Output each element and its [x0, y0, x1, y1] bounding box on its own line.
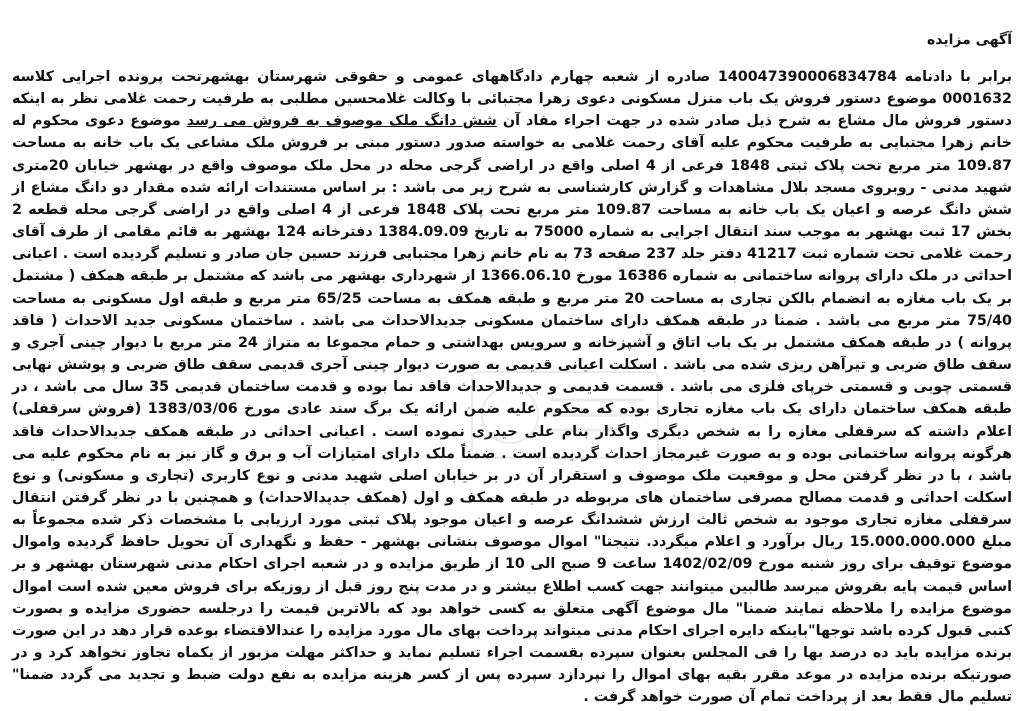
notice-body [12, 66, 1012, 709]
notice-body-part-2: موضوع دعوی محکوم له خانم زهرا مجتبایی به طرفیت محکوم علیه آقای رحمت غلامی به خواسته صدور دستور مبنی بر فروش ملک مشاعی یک باب خانه به مساحت 109.87 متر مربع تحت پلاک ثبتی 1848 فرعی از 4 اصلی واقع در اراضی گرجی محله در محل ملک موصوف واقع در بهشهر خیابان 20متری شهید مدنی - روبروی مسجد بلال مشاهدات و گزارش کارشناسی به شرح زیر می باشد : بر اساس مستندات ارائه شده مقدار دو دانگ مشاع از شش دانگ عرصه و اعیان یک باب خانه به مساحت 109.87 متر مربع تحت پلاک 1848 فرعی از 4 اصلی واقع در اراضی گرجی محله قطعه 2 بخش 17 ثبت بهشهر به موجب سند انتقال اجرایی به شماره 75000 به تاریخ 1384.09.09 دفترخانه 124 بهشهر به قائم مقامی از طرف آقای رحمت غلامی تحت شماره ثبت 41217 دفتر جلد 237 صفحه 73 به نام خانم زهرا مجتبایی فرزند حسین جان صادر و تسلیم گردیده است . اعیانی احداثی در ملک دارای پروانه ساختمانی به شماره 16386 مورخ 1366.06.10 از شهرداری بهشهر می باشد که مشتمل بر طبقه همکف ( مشتمل بر یک باب مغازه به انضمام بالکن تجاری به مساحت 20 متر مربع و طبقه همکف به مساحت 65/25 متر مربع و طبقه اول مسکونی به مساحت 75/40 متر مربع می باشد . ضمنا در طبقه همکف دارای ساختمان مسکونی جدیدالاحداث می باشد . ساختمان مسکونی جدید الاحداث ( فاقد پروانه ) در طبقه همکف مشتمل بر یک باب اتاق و آشپزخانه و سرویس بهداشتی و حمام مجموعا به متراژ 24 متر مربع با دیوار چینی آجری و سقف طاق ضربی و تیرآهن ریزی شده می باشد . اسکلت اعیانی قدیمی به صورت دیوار چینی آجری قدیمی سقف طاق ضربی و پوشش نهایی قسمتی چوبی و قسمتی خرپای فلزی می باشد . قسمت قدیمی و جدیدالاحداث فاقد نما بوده و قدمت ساختمان قدیمی 35 سال می باشد ، در طبقه همکف ساختمان دارای یک باب مغازه تجاری بوده که محکوم علیه ضمن ارائه یک برگ سند عادی مورخ 1383/03/06 (فروش سرقفلی) اعلام داشته که سرقفلی مغازه را به شخص دیگری واگذار بنام علی حیدری نموده است . اعیانی احداثی در طبقه همکف جدیدالاحداث فاقد هرگونه پروانه ساختمانی بوده و به صورت غیرمجاز احداث گردیده است . ضمناً ملک دارای امتیازات آب و برق و گاز نیز به نام محکوم علیه می باشد ، با در نظر گرفتن محل و موقعیت ملک موصوف و استقرار آن در بر خیابان اصلی شهید مدنی و نوع کاربری (تجاری و مسکونی) و نوع اسکلت احداثی و قدمت مصالح مصرفی ساختمان های مربوطه در طبقه همکف و اول (همکف جدیدالاحداث) و همچنین با در نظر گرفتن انتقال سرقفلی مغازه تجاری موجود به شخص ثالث ارزش ششدانگ عرصه و اعیان موجود پلاک ثبتی مورد ارزیابی با مشخصات ذکر شده مجموعاً به مبلغ 15.000.000.000 ریال برآورد و اعلام میگردد. نتیجتا" اموال موصوف بنشانی بهشهر - حفظ و نگهداری آن تحویل حافظ گردیده واموال موضوع توقیف برای روز شنبه مورخ 1402/02/09 ساعت 9 صبح الی 10 از طریق مزایده و در شعبه اجرای احکام مدنی شهرستان بهشهر و بر اساس قیمت پایه بفروش میرسد طالبین میتوانند جهت کسب اطلاع بیشتر و در مدت پنج روز قبل از روزیکه برای فروش معین شده است اموال موضوع مزایده را ملاحظه نمایند ضمنا" مال موضوع آگهی متعلق به کسی خواهد بود که بالاترین قیمت را درجلسه حضوری مزایده و بصورت کتبی قبول کرده باشد توجها"باینکه دایره اجرای احکام مدنی میتواند پرداخت بهای مال مورد مزایده را عندالاقتضاء بوعده قرار دهد در این صورت برنده مزایده باید ده درصد بها را فی المجلس بعنوان سپرده بقسمت اجراء تسلیم نماید و حداکثر مهلت مزبور از یکماه تجاوز نخواهد کرد و در صورتیکه برنده مزایده در موعد مقرر بقیه بهای اموال را نپردازد سپرده پس از کسر هزینه مزایده به نفع دولت ضبط و تجدید می گردد ضمنا" تسلیم مال فقط بعد از پرداخت تمام آن صورت خواهد گرفت . [12, 113, 1013, 706]
notice-body-part-1: برابر با دادنامه 140047390006834784 صادره از شعبه چهارم دادگاههای عمومی و حقوقی شهرستان بهشهرتحت پرونده اجرایی کلاسه 0001632 موضوع دستور فروش یک باب منزل مسکونی دعوی زهرا مجتبائی با وکالت غلامحسین مطلبی به طرفیت رحمت غلامی نظر به اینکه دستور فروش مال مشاع به شرح ذیل صادر شده در جهت اجراء مفاد آن [12, 69, 1012, 130]
notice-title: آگهی مزایده [926, 32, 1012, 48]
auction-notice-document [12, 30, 1012, 709]
notice-body-underlined: شش دانگ ملک موصوف به فروش می رسد [186, 113, 497, 130]
